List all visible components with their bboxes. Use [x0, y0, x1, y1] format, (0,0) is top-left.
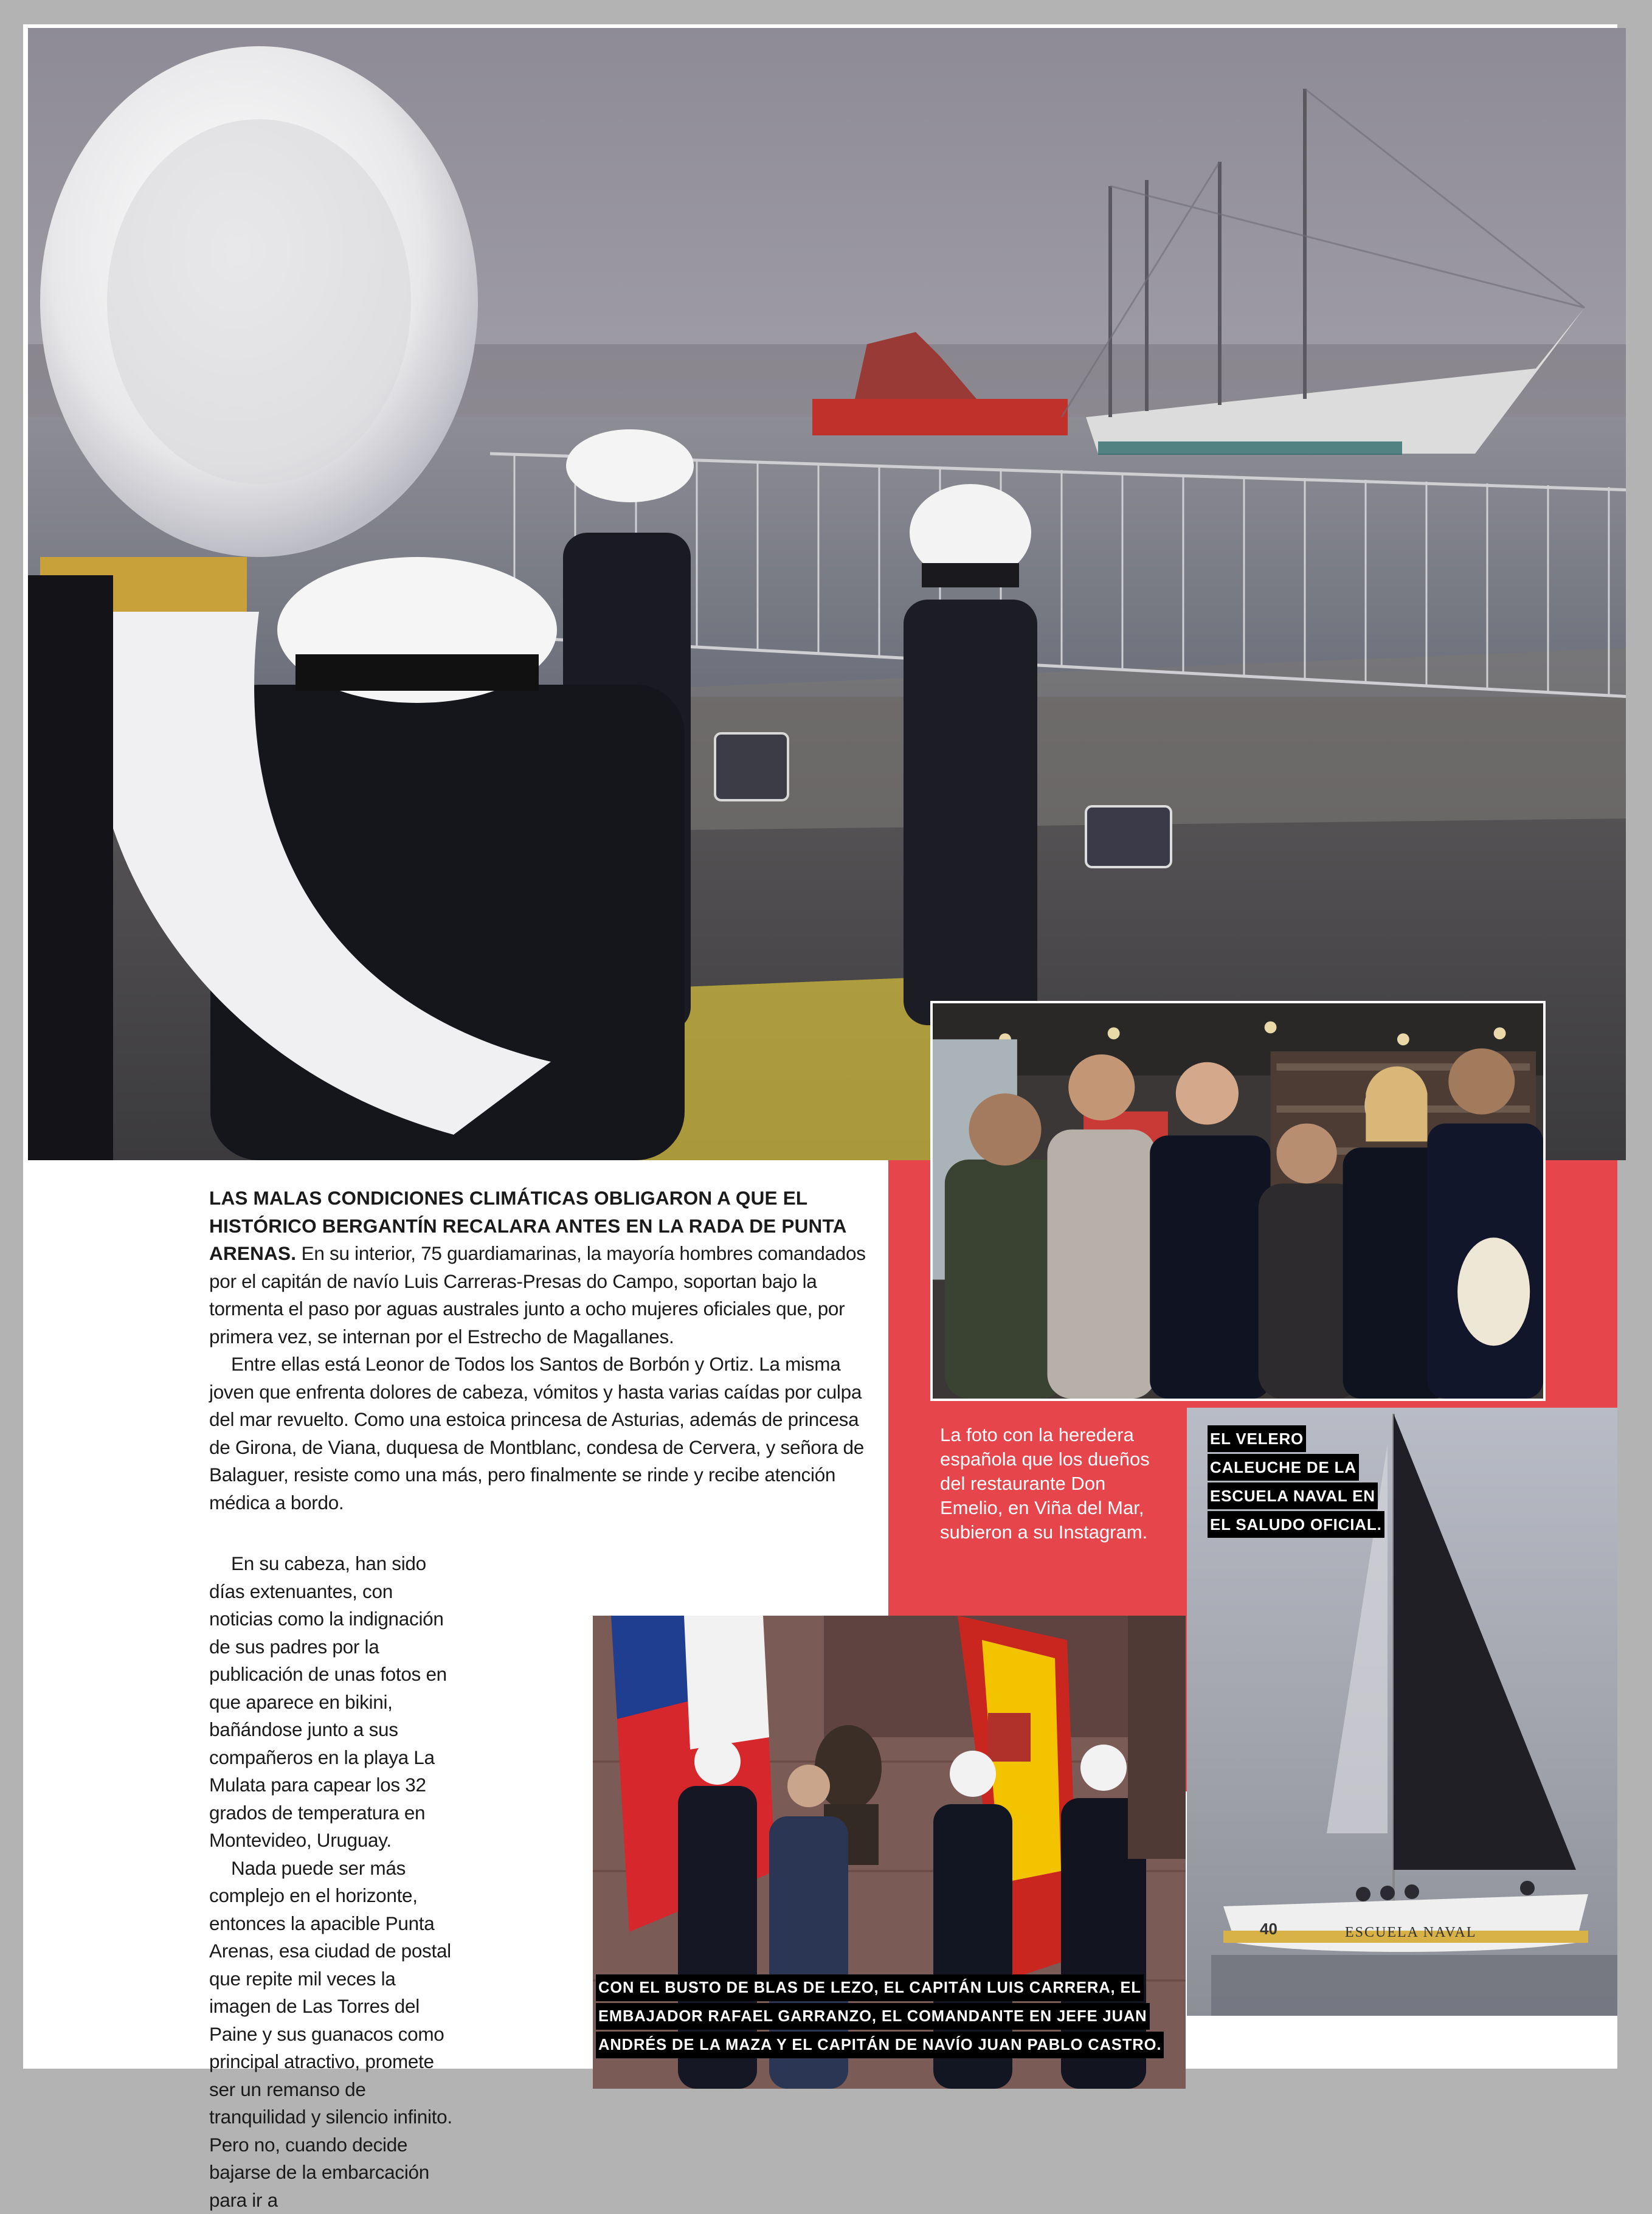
article-paragraph-3: En su cabeza, han sido días extenuantes, con noticias como la indignación de sus padres por la publicación de unas fotos en que aparece en bikini, bañándose junto a sus compañeros en la playa La Mulata para capear los 32 grados de temperatura en Montevideo, Uruguay. [209, 1550, 823, 1855]
article-body-bottom [209, 1550, 823, 2214]
boat-name-label: ESCUELA NAVAL [1345, 1925, 1476, 1941]
sailboat-caption-line-2: CALEUCHE DE LA [1208, 1454, 1359, 1481]
restaurant-group-photo [930, 1001, 1546, 1401]
magazine-page [23, 24, 1617, 2069]
sailboat-caption-line-3: ESCUELA NAVAL EN [1208, 1482, 1378, 1509]
sailboat-caption-line-1: EL VELERO [1208, 1425, 1306, 1452]
text-wrap-spacer [456, 1550, 823, 1616]
ceremony-caption-line-2: EMBAJADOR RAFAEL GARRANZO, EL COMANDANTE EN JEFE JUAN [596, 2003, 1150, 2030]
ceremony-caption-line-1: CON EL BUSTO DE BLAS DE LEZO, EL CAPITÁN LUIS CARRERA, EL [596, 1974, 1144, 2001]
article-paragraph-2: Entre ellas está Leonor de Todos los Santos de Borbón y Ortiz. La misma joven que enfrenta dolores de cabeza, vómitos y hasta varias caídas por culpa del mar revuelto. Como una estoica princesa de Asturias, además de princesa de Girona, de Viana, duquesa de Montblanc, condesa de Cervera, y señora de Balaguer, resiste como una más, pero finalmente se rinde y recibe atención médica a bordo. [209, 1351, 877, 1517]
article-paragraph-4: Nada puede ser más complejo en el horizonte, entonces la apacible Punta Arenas, esa ciudad de postal que repite mil veces la imagen de Las Torres del Paine y sus guanacos como principal atractivo, promete ser un remanso de tranquilidad y silencio infinito. Pero no, cuando decide bajarse de la embarcación para ir a [209, 1855, 823, 2214]
ceremony-photo-caption [596, 1974, 1186, 2060]
ceremony-caption-line-3: ANDRÉS DE LA MAZA Y EL CAPITÁN DE NAVÍO JUAN PABLO CASTRO. [596, 2032, 1164, 2058]
sailboat-photo-caption [1208, 1425, 1475, 1540]
sailboat-caption-line-4: EL SALUDO OFICIAL. [1208, 1511, 1384, 1538]
article-paragraph-3-wrap [209, 1550, 823, 2214]
article-paragraph-1-text: En su interior, 75 guardiamarinas, la mayoría hombres comandados por el capitán de navío Luis Carreras-Presas do Campo, soportan bajo la tormenta el paso por aguas australes junto a ocho mujeres oficiales que, por primera vez, se internan por el Estrecho de Magallanes. [209, 1242, 866, 1347]
boat-number-label: 40 [1260, 1920, 1277, 1939]
text-wrap-spacer-2 [456, 1616, 823, 2163]
article-paragraph-1 [209, 1185, 877, 1351]
article-body-top [209, 1185, 877, 1517]
hero-photo-naval-band [28, 28, 1626, 1160]
article-lead: LAS MALAS CONDICIONES CLIMÁTICAS OBLIGARON A QUE EL HISTÓRICO BERGANTÍN RECALARA ANTES EN LA RADA DE PUNTA ARENAS. [209, 1187, 846, 1264]
restaurant-photo-caption: La foto con la heredera española que los dueños del restaurante Don Emelio, en Viña del Mar, subieron a su Instagram. [940, 1423, 1171, 1545]
